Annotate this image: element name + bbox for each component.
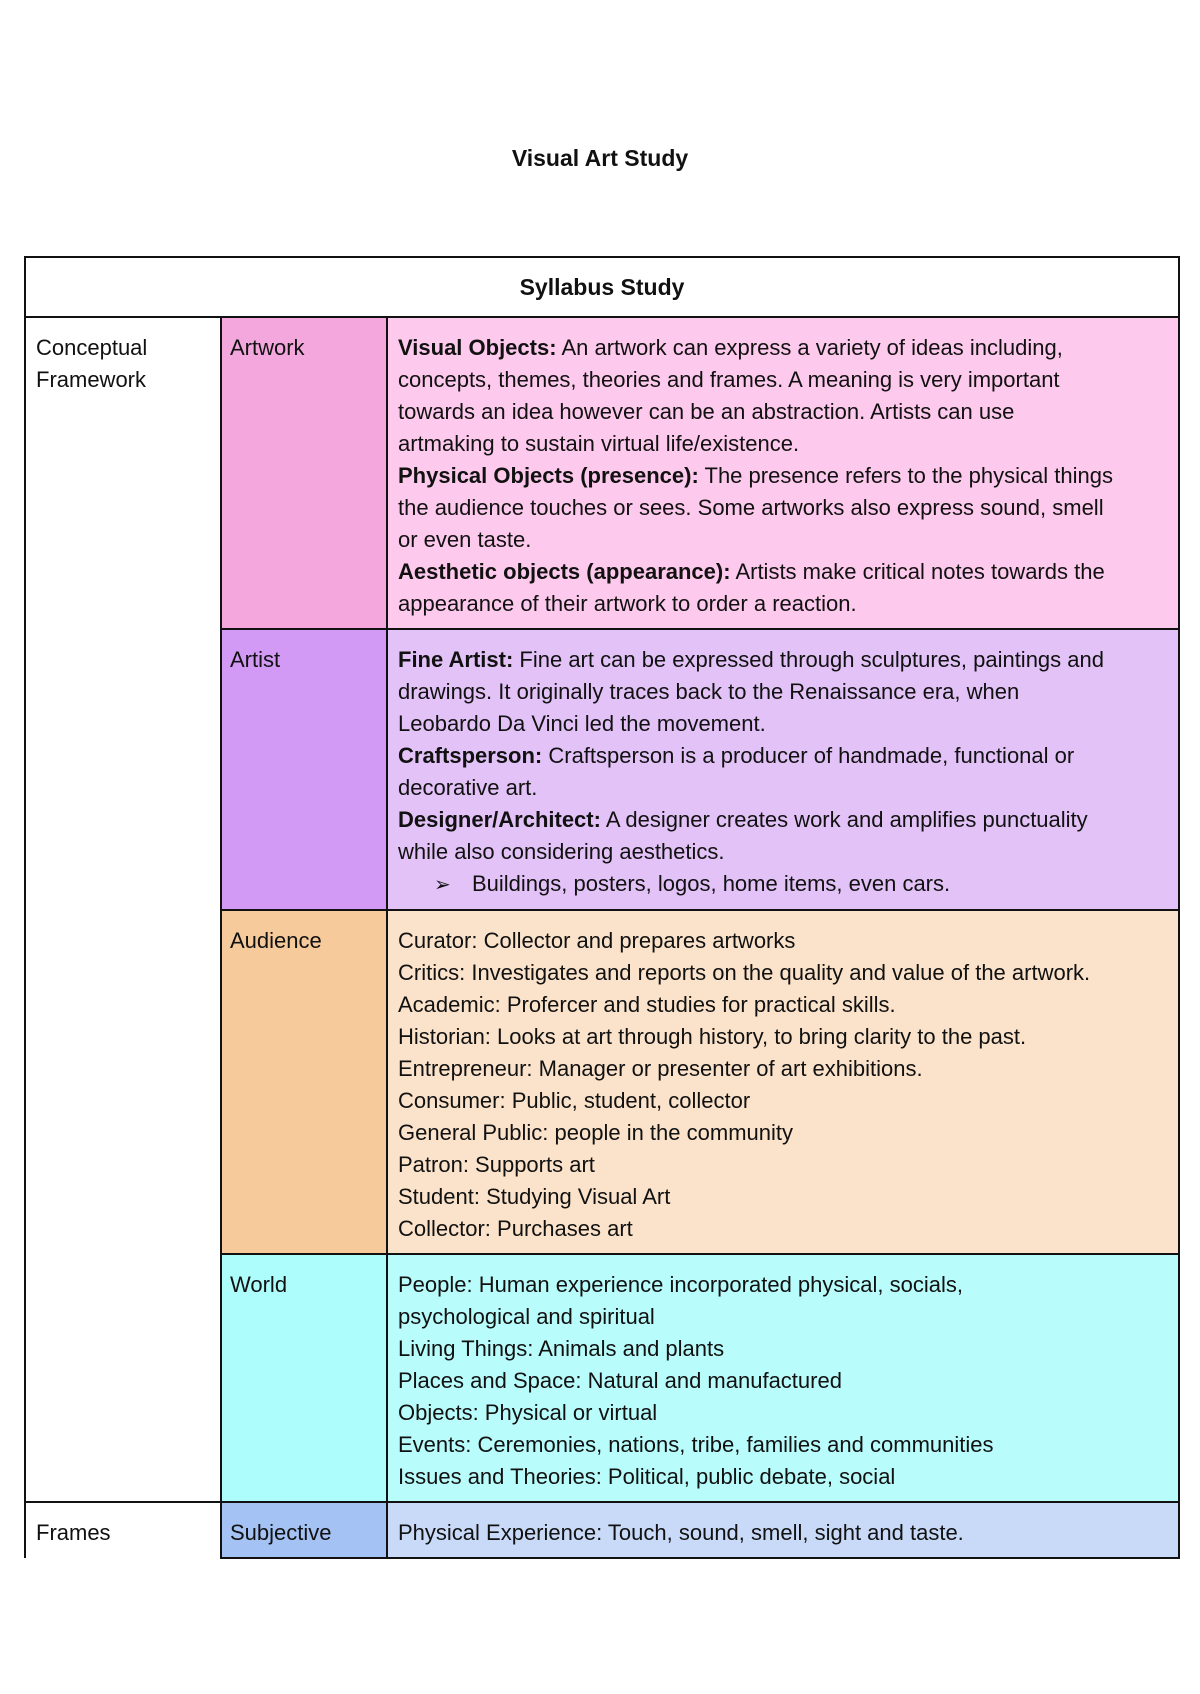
desc-line: Entrepreneur: Manager or presenter of art exhibitions. <box>398 1056 923 1081</box>
desc-line: People: Human experience incorporated physical, socials, <box>398 1272 963 1297</box>
subcategory-artwork: Artwork <box>221 317 387 629</box>
table-header: Syllabus Study <box>25 257 1179 317</box>
desc-line: Physical Experience: Touch, sound, smell, sight and taste. <box>398 1520 964 1545</box>
desc-line: concepts, themes, theories and frames. A meaning is very important <box>398 367 1060 392</box>
desc-line: Aesthetic objects (appearance): Artists make critical notes towards the <box>398 559 1105 584</box>
desc-line: Designer/Architect: A designer creates work and amplifies punctuality <box>398 807 1088 832</box>
bullet-item: ➢ Buildings, posters, logos, home items, even cars. <box>398 868 1168 901</box>
category-conceptual-framework <box>25 317 221 1502</box>
artwork-description <box>387 317 1179 629</box>
desc-line: Issues and Theories: Political, public debate, social <box>398 1464 896 1489</box>
subjective-description <box>387 1502 1179 1558</box>
desc-line: Living Things: Animals and plants <box>398 1336 725 1361</box>
desc-line: psychological and spiritual <box>398 1304 655 1329</box>
audience-description <box>387 910 1179 1254</box>
desc-line: General Public: people in the community <box>398 1120 793 1145</box>
desc-line: Fine Artist: Fine art can be expressed through sculptures, paintings and <box>398 647 1104 672</box>
subcategory-audience: Audience <box>221 910 387 1254</box>
desc-line: decorative art. <box>398 775 538 800</box>
desc-line: Collector: Purchases art <box>398 1216 633 1241</box>
desc-line: or even taste. <box>398 527 532 552</box>
category-frames: Frames <box>25 1502 221 1558</box>
desc-line: Places and Space: Natural and manufactured <box>398 1368 842 1393</box>
subcategory-world: World <box>221 1254 387 1502</box>
desc-line: towards an idea however can be an abstraction. Artists can use <box>398 399 1015 424</box>
desc-line: the audience touches or sees. Some artworks also express sound, smell <box>398 495 1104 520</box>
desc-line: Physical Objects (presence): The presence refers to the physical things <box>398 463 1113 488</box>
syllabus-table <box>24 256 1180 1559</box>
world-description <box>387 1254 1179 1502</box>
desc-line: Visual Objects: An artwork can express a variety of ideas including, <box>398 335 1063 360</box>
subcategory-subjective: Subjective <box>221 1502 387 1558</box>
subcategory-artist: Artist <box>221 629 387 910</box>
desc-line: Curator: Collector and prepares artworks <box>398 928 796 953</box>
desc-line: Academic: Profercer and studies for practical skills. <box>398 992 896 1017</box>
desc-line: Historian: Looks at art through history, to bring clarity to the past. <box>398 1024 1027 1049</box>
category-label-line: Framework <box>36 367 147 392</box>
document-title: Visual Art Study <box>511 145 689 171</box>
desc-line: Patron: Supports art <box>398 1152 595 1177</box>
desc-line: Leobardo Da Vinci led the movement. <box>398 711 766 736</box>
desc-line: Craftsperson: Craftsperson is a producer of handmade, functional or <box>398 743 1075 768</box>
desc-line: artmaking to sustain virtual life/existence. <box>398 431 800 456</box>
desc-line: appearance of their artwork to order a reaction. <box>398 591 857 616</box>
desc-line: Events: Ceremonies, nations, tribe, families and communities <box>398 1432 994 1457</box>
artist-description <box>387 629 1179 910</box>
desc-line: drawings. It originally traces back to the Renaissance era, when <box>398 679 1020 704</box>
desc-line: Consumer: Public, student, collector <box>398 1088 751 1113</box>
category-label-line: Conceptual <box>36 335 148 360</box>
arrow-bullet-icon: ➢ <box>434 874 451 896</box>
desc-line: Objects: Physical or virtual <box>398 1400 658 1425</box>
desc-line: while also considering aesthetics. <box>398 839 725 864</box>
desc-line: Student: Studying Visual Art <box>398 1184 671 1209</box>
desc-line: Critics: Investigates and reports on the quality and value of the artwork. <box>398 960 1091 985</box>
